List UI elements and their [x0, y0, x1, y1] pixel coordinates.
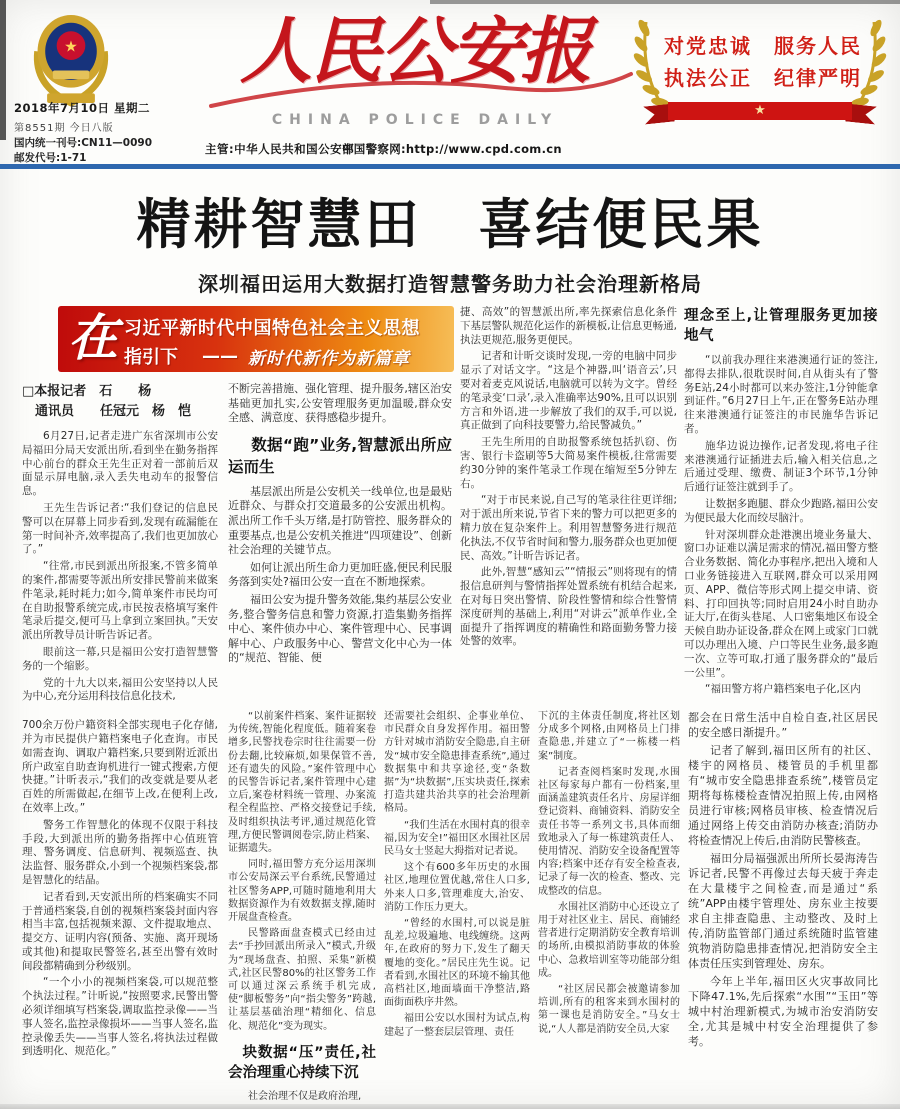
article-column-8	[688, 710, 878, 1109]
byline	[22, 382, 218, 422]
headline-subtitle: 深圳福田运用大数据打造智慧警务助力社会治理新格局	[198, 272, 702, 296]
article-paragraph: 还需要社会组织、企事业单位、市民群众自身发挥作用。福田警方针对城市消防安全隐患,自主研发“城市安全隐患排查系统”,通过数据集中和共享途径,变“条数据”为“块数据”,压实块责任,探索打造共建共治共享的社会治理新格局。	[384, 711, 530, 815]
article-paragraph: 记者查阅档案时发现,水围社区每家每户都有一份档案,里面涵盖建筑责任名片、房屋详细登记资料、商铺资料、消防安全责任书等一系列文书,具体而细致地录入了每一栋建筑责任人、使用情况、消防安全设备配置等内容;档案中还存有安全检查表,记录了每一次的检查、整改、完成整改的信息。	[538, 766, 680, 897]
article-paragraph: 同时,福田警方充分运用深圳市公安局深云平台系统,民警通过社区警务APP,可随时随地利用大数据资源作为有效数据支撑,随时开展盘查检查。	[228, 859, 376, 924]
banner-line-2	[124, 343, 410, 369]
byline-reporter: □本报记者 石 杨	[22, 384, 152, 399]
article-column-2	[228, 382, 452, 698]
article-paragraph: 施华边说边操作,记者发现,将电子往来港澳通行证插进去后,输入相关信息,之后通过受理、缴费、制证3个环节,1分钟后通行证签注就到手了。	[684, 439, 878, 494]
article-paragraph: 6月27日,记者走进广东省深圳市公安局福田分局天安派出所,看到坐在勤务指挥中心前台的群众王先生正对着一部前后双面显示屏电脑,录入丢失电动车的报警信息。	[22, 430, 218, 498]
article-column-6	[384, 710, 530, 1109]
article-paragraph: 不断完善措施、强化管理、提升服务,辖区治安基础更加扎实,公安管理服务更加温暖,群众安全感、满意度、获得感稳步提升。	[228, 382, 452, 425]
article-paragraph: “以前我办理往来港澳通行证的签注,都得去排队,很耽误时间,自从街头有了警务E站,24小时都可以来办签注,1分钟能拿到证件。”6月27日上午,正在警务E站办理往来港澳通行证签注的市民施华告诉记者。	[684, 354, 878, 435]
article-paragraph: 记者了解到,福田区所有的社区、楼宇的网格员、楼管员的手机里都有“城市安全隐患排查系统”,楼管员定期将每栋楼检查情况拍照上传,由网格员进行审核;网格员审核、检查情况后通过网络上传交由消防办核查;消防办将检查情况上传后,由消防民警核查。	[688, 744, 878, 847]
postal-code-line: 邮发代号:1-71	[14, 152, 87, 164]
article-paragraph: “以前案件档案、案件证据较为传统,智能化程度低。随着案卷增多,民警找卷宗时往往需要一份份去翻,比较麻烦,如果保管不善,还有遗失的风险。”案件管理中心的民警告诉记者,案件管理中心建立后,案卷材料统一管理、办案流程全程监控、严格交接登记手续,及时组织执法考评,通过规范化管理,方便民警调阅卷宗,防止档案、证据遗失。	[228, 711, 376, 855]
svg-text:★: ★	[64, 37, 78, 56]
article-paragraph: 捷、高效”的智慧派出所,率先探索信息化条件下基层警队规范化运作的新模板,让信息更畅通,执法更规范,服务更便民。	[460, 306, 677, 346]
article-paragraph: 此外,智慧“感知云”“情报云”则将现有的情报信息研判与警情指挥处置系统有机结合起来,在对每日突出警情、阶段性警情和综合性警情深度研判的基础上,利用“对讲云”派单作业,全面提升了指挥调度的精确性和路面勤务警力接处警的效率。	[460, 566, 677, 648]
article-paragraph: 记者和计昕交谈时发现,一旁的电脑中同步显示了对话文字。“这是个神器,叫‘语音云’,只要对着麦克风说话,电脑就可以转为文字。曾经的笔录变‘口录’,录入准确率达90%,且可以识别方言和外语,进一步解放了我们的双手,可以说,真正做到了向科技要警力,给民警减负。”	[460, 350, 677, 432]
article-paragraph: 这个有600多年历史的水围社区,地理位置优越,常住人口多,外来人口多,管理难度大,治安、消防工作压力更大。	[384, 862, 530, 913]
motto-line-2: 执法公正 纪律严明	[664, 66, 862, 90]
article-paragraph: “一个小小的视频档案袋,可以规范整个执法过程。”计昕说,“按照要求,民警出警必须详细填写档案袋,调取监控录像——当事人签名,监控录像损坏——当事人签名,监控录像丢失——当事人签名,将执法过程做到透明化、规范化。”	[22, 976, 218, 1058]
main-headline: 精耕智慧田 喜结便民果	[136, 192, 764, 256]
motto-line-1: 对党忠诚 服务人民	[664, 34, 862, 58]
section-gap	[22, 707, 218, 719]
article-column-3	[460, 306, 677, 702]
article-column-4	[684, 306, 878, 702]
section-subhead-block-data: 块数据“压”责任,社会治理重心持续下沉	[228, 1044, 376, 1081]
banner-line-1: 习近平新时代中国特色社会主义思想	[124, 318, 420, 339]
article-paragraph: 都会在日常生活中自检自查,社区居民的安全感日渐提升。”	[688, 711, 878, 739]
article-paragraph: 让数据多跑腿、群众少跑路,福田公安为便民最大化而绞尽脑汁。	[684, 497, 878, 524]
article-paragraph: 针对深圳群众赴港澳出境业务量大、窗口办证难以满足需求的情况,福田警方整合业务数据、简化办事程序,把出入境和人口业务链接进入互联网,群众可以采用网页、APP、微信等形式网上提交申请、资料、打印回执等;同时启用24小时自助办证大厅,在街头巷尾、人口密集地区布设全天候自助办证设备,群众在网上或家门口就可以办理出入境、户口等民生业务,最多跑一次、立等可取,打通了服务群众的“最后一公里”。	[684, 528, 878, 679]
article-paragraph: 700余万份户籍资料全部实现电子化存储,并为市民提供户籍档案电子化查询。市民如需查询、调取户籍档案,只要到附近派出所户政室自助查询机进行一键式搜索,方便快捷。”计昕表示,“我们的改变就是要从老百姓的所需做起,在细节上改,在便利上改,在效率上改。”	[22, 719, 218, 814]
masthead-date-block	[14, 100, 174, 134]
issn-postal-block	[14, 136, 204, 166]
slogan-banner	[58, 306, 454, 372]
article-paragraph: 今年上半年,福田区火灾事故同比下降47.1%,先后探索“水围”“玉田”等城中村治理新模式,为城市治安消防安全,尤其是城中村安全治理提供了参考。	[688, 975, 878, 1048]
motto-emblem	[634, 4, 886, 136]
article-paragraph: 王先生所用的自助报警系统包括扒窃、伤害、银行卡盗刷等5大简易案件模板,往常需要约30分钟的案件笔录工作现在缩短至5分钟左右。	[460, 436, 677, 490]
article-paragraph: 福田公安以水围村为试点,构建起了一整套层层管理、责任	[384, 1013, 530, 1038]
newspaper-title: 人民公安报	[239, 8, 590, 93]
banner-dash: ——	[202, 345, 238, 367]
article-paragraph: 福田分局福强派出所所长晏海涛告诉记者,民警不再像过去每天疲于奔走在大量楼宇之间检查,而是通过“系统”APP由楼宇管理处、房东业主按要求自主排查隐患、主动整改、及时上传,消防监管部门通过系统随时监管建筑物消防隐患排查情况,把消防安全主体责任压实到管理处、房东。	[688, 852, 878, 970]
supervisor-line: 主管:中华人民共和国公安部	[205, 142, 355, 156]
issn-line: 国内统一刊号:CN11—0090	[14, 137, 153, 149]
article-paragraph: “福田警方将户籍档案电子化,区内	[705, 683, 861, 696]
issue-number: 第8551期 今日八版	[14, 123, 114, 134]
police-emblem-icon	[28, 10, 114, 108]
publication-date: 2018年7月10日 星期二	[14, 101, 151, 115]
article-paragraph: “对于市民来说,自己写的笔录往往更详细;对于派出所来说,节省下来的警力可以把更多的精力放在复杂案件上。利用智慧警务进行规范化执法,不仅节省时间和警力,服务群众也更加便民、高效。”计昕告诉记者。	[460, 494, 677, 562]
byline-correspondent: 通讯员 任冠元 杨 恺	[22, 404, 192, 419]
article-column-7	[538, 710, 680, 1109]
article-paragraph: 福田公安为提升警务效能,集约基层公安业务,整合警务信息和警力资源,打造集勤务指挥中心、案件侦办中心、案件管理中心、民事调解中心、户政服务中心、警营文化中心为一体的“规范、智能、便	[228, 592, 452, 665]
photo-edge-left	[0, 0, 6, 140]
article-paragraph: “往常,市民到派出所报案,不管多简单的案件,都需要等派出所安排民警前来做案件笔录,耗时耗力;如今,简单案件市民均可在自助报警系统完成,市民按表格填写案件笔录后提交,便可马上拿到立案回执。”天安派出所教导员计昕告诉记者。	[22, 560, 218, 642]
banner-big-character: 在	[68, 308, 118, 367]
banner-line-2-text: 指引下	[124, 347, 178, 368]
article-paragraph: “曾经的水围村,可以说是脏乱差,垃圾遍地、电线缠绕。这两年,在政府的努力下,发生了翻天覆地的变化。”居民庄先生说。记者看到,水围社区的环境不输其他高档社区,地面墙面干净整洁,路面街面秩序井然。	[384, 918, 530, 1009]
article-paragraph: 下沉的主体责任制度,将社区划分成多个网格,由网格员上门排查隐患,并建立了“一栋楼一档案”制度。	[538, 711, 680, 762]
section-subhead-data-services: 数据“跑”业务,智慧派出所应运而生	[228, 435, 452, 476]
article-column-5	[228, 710, 376, 1109]
article-paragraph: 党的十九大以来,福田公安坚持以人民为中心,充分运用科技信息化技术,	[22, 676, 218, 703]
article-paragraph: 警务工作智慧化的体现不仅限于科技手段,大到派出所的勤务指挥中心值班管理、警务调度、信息研判、视频巡查、执法监督、服务群众,小到一个视频档案袋,都是智慧化的结晶。	[22, 818, 218, 886]
article-paragraph: 王先生告诉记者:“我们登记的信息民警可以在屏幕上同步看到,发现有疏漏能在第一时间补齐,效率提高了,我们也更加放心了。”	[22, 501, 218, 556]
article-paragraph: 民警路面盘查模式已经由过去“手抄回派出所录入”模式,升级为“现场盘查、拍照、采集”新模式,社区民警80%的社区警务工作可以通过深云系统手机完成,使“脚板警务”向“指尖警务”跨越,让基层基础治理“精细化、信息化、规范化”变为现实。	[228, 928, 376, 1032]
masthead-divider-rule	[0, 164, 900, 169]
motto-ribbon	[668, 102, 852, 120]
banner-slogan-text: 新时代新作为新篇章	[248, 348, 410, 369]
article-paragraph: 社会治理不仅是政府治理,	[248, 1090, 362, 1102]
article-paragraph: “我们生活在水围村真的很幸福,因为安全!”福田区水围社区居民马女士竖起大拇指对记者说。	[384, 819, 530, 858]
article-paragraph: “社区居民都会被邀请参加培训,所有的租客来到水围村的第一课也是消防安全。”马女士说,“人人都是消防安全员,大家	[538, 984, 680, 1035]
website-line: 中国警察网:http://www.cpd.com.cn	[342, 142, 562, 156]
article-paragraph: 水围社区消防中心还设立了用于对社区业主、居民、商铺经营者进行定期消防安全教育培训的场所,由模拟消防事故的体验中心、急救培训室等功能部分组成。	[538, 901, 680, 979]
star-icon: ★	[754, 103, 766, 118]
article-paragraph: 如何让派出所生命力更加旺盛,便民利民服务落到实处?福田公安一直在不断地探索。	[228, 560, 452, 589]
section-subhead-service-concept: 理念至上,让管理服务更加接地气	[684, 308, 878, 344]
article-column-1	[22, 382, 218, 1109]
article-paragraph: 基层派出所是公安机关一线单位,也是最贴近群众、与群众打交道最多的公安派出机构。派出所工作千头万绪,是打防管控、服务群众的重要基点,也是公安机关推进“四项建设”、创新社会治理的关键节点。	[228, 484, 452, 557]
article-paragraph: 眼前这一幕,只是福田公安打造智慧警务的一个缩影。	[22, 645, 218, 672]
article-paragraph: 记者看到,天安派出所的档案确实不同于普通档案袋,自创的视频档案袋封面内容相当丰富,包括视频来源、文件提取地点、提交方、证明内容(预备、实施、离开现场或其他)和提取民警签名,甚至出警有效时间段都精确到分秒级别。	[22, 890, 218, 972]
newspaper-title-english: CHINA POLICE DAILY	[271, 112, 559, 128]
